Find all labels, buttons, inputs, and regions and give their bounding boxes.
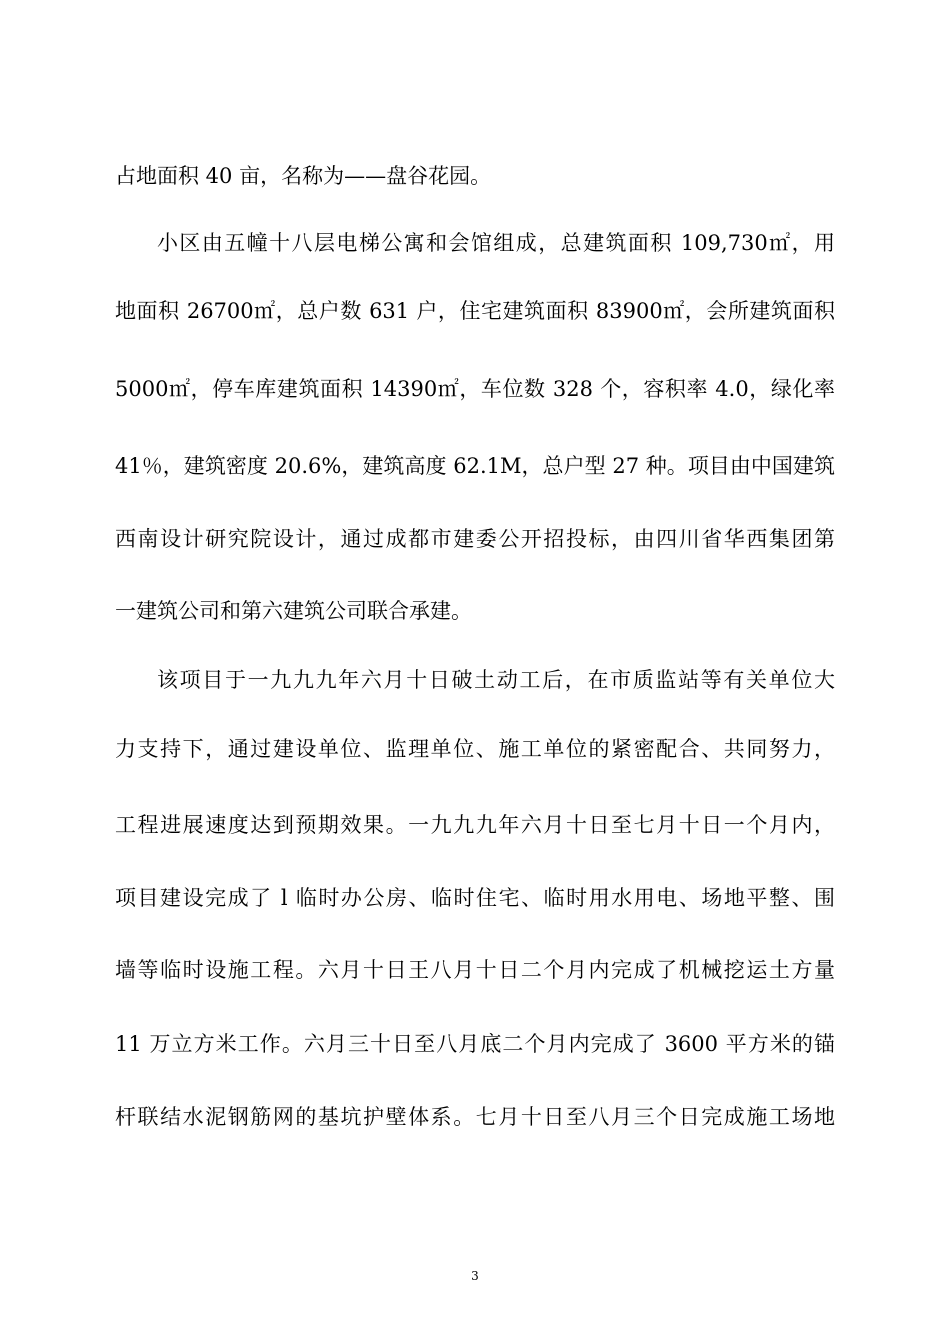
text-line-6: 西南设计研究院设计，通过成都市建委公开招投标，由四川省华西集团第 — [115, 527, 835, 551]
text-line-7: 一建筑公司和第六建筑公司联合承建。 — [115, 599, 472, 623]
text-line-5: 41％，建筑密度 20.6%，建筑高度 62.1M，总户型 27 种。项目由中国建筑 — [115, 454, 835, 478]
text-line-1: 占地面积 40 亩，名称为——盘谷花园。 — [115, 164, 492, 188]
text-line-14: 杆联结水泥钢筋网的基坑护壁体系。七月十日至八月三个日完成施工场地 — [115, 1105, 835, 1129]
page-number: 3 — [471, 1269, 479, 1283]
text-line-13: 11 万立方米工作。六月三十日至八月底二个月内完成了 3600 平方米的锚 — [115, 1032, 835, 1056]
text-line-11: 项目建设完成了 l 临时办公房、临时住宅、临时用水用电、场地平整、围 — [115, 886, 835, 910]
text-line-10: 工程进展速度达到预期效果。一九九九年六月十日至七月十日一个月内， — [115, 813, 835, 837]
text-line-9: 力支持下，通过建设单位、监理单位、施工单位的紧密配合、共同努力， — [115, 737, 835, 761]
text-line-2: 小区由五幢十八层电梯公寓和会馆组成，总建筑面积 109,730㎡，用 — [157, 231, 835, 255]
text-line-8: 该项目于一九九九年六月十日破土动工后，在市质监站等有关单位大 — [157, 668, 835, 692]
text-line-4: 5000㎡，停车库建筑面积 14390㎡，车位数 328 个，容积率 4.0，绿化率 — [115, 377, 835, 401]
text-line-3: 地面积 26700㎡，总户数 631 户，住宅建筑面积 83900㎡，会所建筑面积 — [115, 299, 835, 323]
text-line-12: 墙等临时设施工程。六月十日王八月十日二个月内完成了机械挖运土方量 — [115, 958, 835, 982]
